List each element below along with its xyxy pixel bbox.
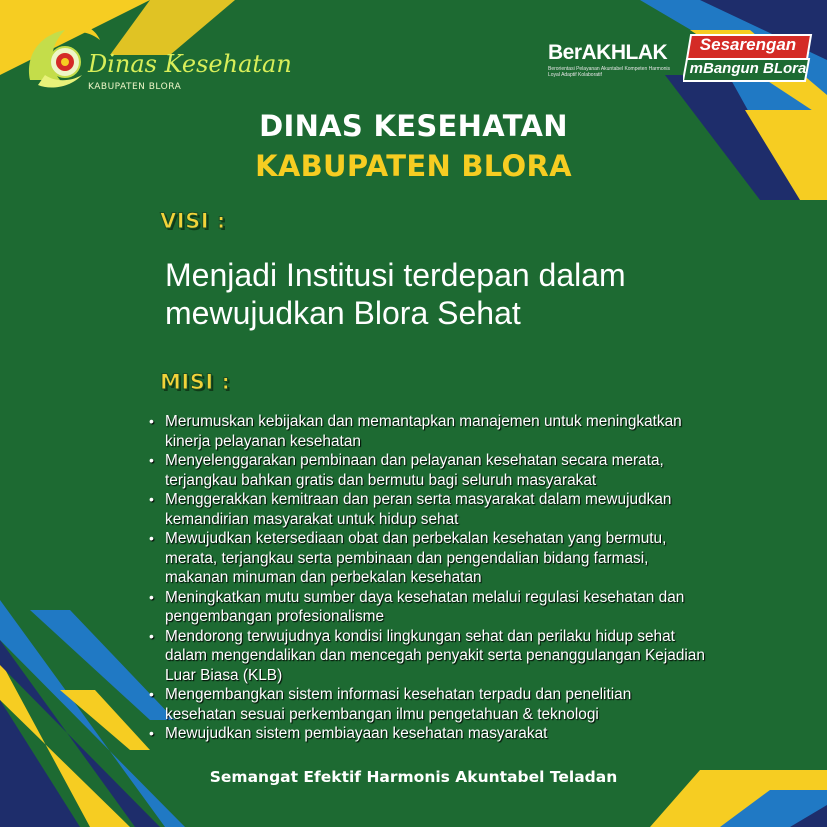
berakhlak-logo: BerAKHLAK [548, 41, 668, 64]
misi-item-text: Menyelenggarakan pembinaan dan pelayanan kesehatan secara merata, terjangkau bahkan gratis dan bermutu bagi seluruh masyarakat [165, 452, 664, 489]
logo-subtitle: KABUPATEN BLORA [88, 82, 182, 92]
misi-item-text: Mendorong terwujudnya kondisi lingkungan sehat dan perilaku hidup sehat dalam mengendalikan dan mencegah penyakit serta penanggulangan Kejadian Luar Biasa (KLB) [165, 627, 705, 684]
misi-item [149, 724, 705, 744]
page-title: DINAS KESEHATAN [259, 109, 568, 143]
bullet-icon: • [149, 627, 154, 644]
bullet-icon: • [149, 588, 154, 605]
misi-item [149, 529, 705, 588]
logo-script-text: Dinas Kesehatan [88, 50, 292, 78]
bullet-icon: • [149, 530, 154, 546]
badge-line1: Sesarengan [699, 35, 797, 54]
badge-line2: mBangun BLora [689, 60, 807, 77]
bullet-icon: • [149, 413, 154, 429]
berakhlak-subtitle: Berorientasi Pelayanan Akuntabel Kompeten Harmonis Loyal Adaptif Kolaboratif [548, 66, 671, 78]
misi-item [149, 412, 705, 451]
misi-item [149, 451, 705, 490]
misi-label: MISI : [160, 370, 231, 394]
misi-item-text: Mengembangkan sistem informasi kesehatan terpadu dan penelitian kesehatan sesuai perkembangan ilmu pengetahuan & teknologi [165, 686, 632, 723]
bullet-icon: • [149, 452, 154, 468]
visi-label: VISI : [160, 209, 226, 233]
bullet-icon: • [149, 725, 154, 741]
misi-item-text: Meningkatkan mutu sumber daya kesehatan melalui regulasi kesehatan dan pengembangan profesionalisme [165, 588, 685, 625]
misi-item [149, 588, 705, 627]
misi-item-text: Mewujudkan ketersediaan obat dan perbekalan kesehatan yang bermutu, merata, terjangkau serta pembinaan dan pengendalian bidang farmasi, makanan minuman dan perbekalan kesehatan [165, 530, 667, 586]
bullet-icon: • [149, 491, 154, 507]
misi-item-text: Menggerakkan kemitraan dan peran serta masyarakat dalam mewujudkan kemandirian masyarakat untuk hidup sehat [165, 491, 672, 528]
footer-motto: Semangat Efektif Harmonis Akuntabel Teladan [209, 768, 618, 786]
misi-item [149, 490, 705, 529]
bullet-icon: • [149, 686, 154, 702]
misi-item [149, 627, 705, 686]
misi-list [149, 412, 705, 744]
misi-item-text: Mewujudkan sistem pembiayaan kesehatan masyarakat [165, 725, 548, 742]
page-subtitle: KABUPATEN BLORA [255, 149, 572, 183]
misi-item-text: Merumuskan kebijakan dan memantapkan manajemen untuk meningkatkan kinerja pelayanan kesehatan [165, 413, 682, 450]
misi-item [149, 685, 705, 724]
visi-text: Menjadi Institusi terdepan dalam mewujudkan Blora Sehat [165, 257, 626, 331]
